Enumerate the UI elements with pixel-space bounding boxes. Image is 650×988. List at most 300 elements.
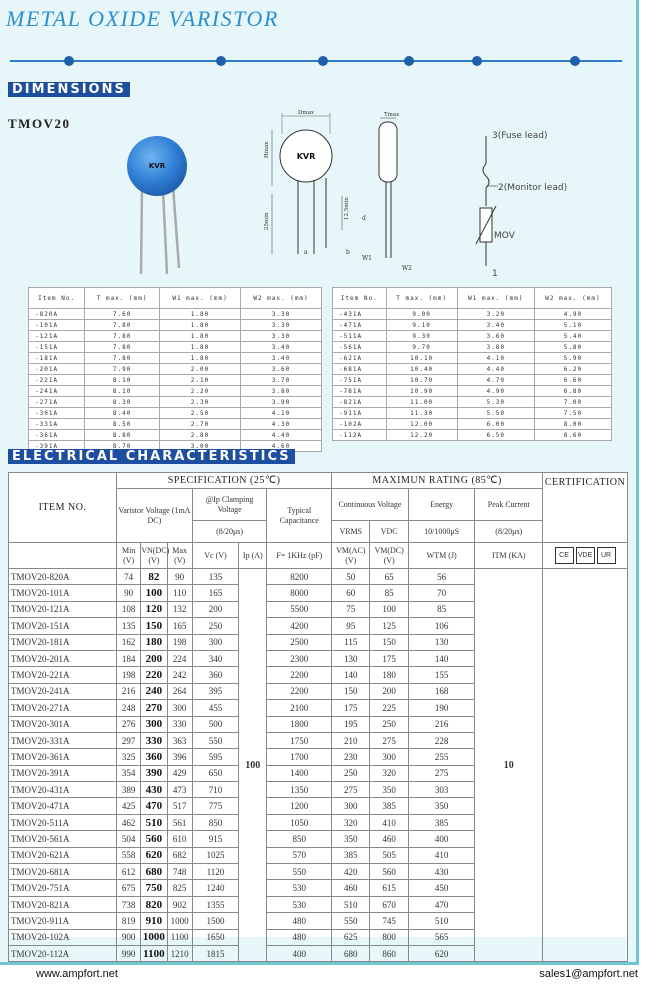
nominal-voltage-cell: 470 [141,798,167,814]
energy-cell: 228 [408,732,475,748]
energy-pulse-header: 10/1000μS [408,521,475,543]
energy-cell: 400 [408,831,475,847]
energy-cell: 216 [408,716,475,732]
rule-dot [318,56,328,66]
maximum-rating-header: MAXIMUN RATING (85℃) [332,473,543,489]
vm-ac-cell: 230 [332,749,370,765]
max-voltage-cell: 1100 [167,929,192,945]
energy-cell: 565 [408,929,475,945]
part-series-label: TMOV20 [8,116,71,131]
nominal-voltage-cell: 560 [141,831,167,847]
dimension-row [333,419,612,430]
item-no-cell: TMOV20-561A [9,831,117,847]
clamp-voltage-cell: 300 [192,634,238,650]
vm-ac-cell: 175 [332,700,370,716]
item-no-cell: -391A [29,441,85,452]
capacitance-cell: 1700 [267,749,332,765]
dimension-row [333,320,612,331]
clamping-pulse-header: (8/20μs) [192,521,267,543]
w1max-cell: 6.00 [457,419,534,430]
vm-dc-cell: 505 [370,847,408,863]
max-voltage-cell: 198 [167,634,192,650]
col-header-w1max: W1 max. (mm) [160,288,241,309]
itm-unit-header: ITM (KA) [475,543,543,569]
item-no-cell: TMOV20-821A [9,896,117,912]
item-no-cell: -820A [29,309,85,320]
w2max-cell: 4.10 [241,408,322,419]
min-voltage-cell: 248 [117,700,141,716]
item-no-cell: TMOV20-391A [9,765,117,781]
nominal-voltage-cell: 910 [141,913,167,929]
w2max-cell: 3.90 [241,397,322,408]
capacitance-cell: 480 [267,929,332,945]
col-header-w2max: W2 max. (mm) [534,288,611,309]
clamp-voltage-cell: 200 [192,601,238,617]
fuse-lead-label: 3(Fuse lead) [492,131,548,141]
tmax-cell: 10.10 [386,353,457,364]
tmax-cell: 7.60 [85,309,160,320]
vm-ac-cell: 150 [332,683,370,699]
continuous-voltage-header: Continuous Voltage [332,489,409,521]
dimension-row [333,353,612,364]
vde-mark-icon: VDE [576,547,595,564]
w1max-cell: 1.80 [160,320,241,331]
max-voltage-cell: 1210 [167,945,192,961]
w2max-cell: 7.50 [534,408,611,419]
dimension-row [29,397,322,408]
w2max-cell: 6.20 [534,364,611,375]
item-no-cell: TMOV20-271A [9,700,117,716]
item-unit-cell [9,543,117,569]
clamp-voltage-cell: 775 [192,798,238,814]
rule-dot [570,56,580,66]
w1max-cell: 2.30 [160,397,241,408]
item-no-cell: -221A [29,375,85,386]
clamp-voltage-cell: 710 [192,782,238,798]
tmax-cell: 11.30 [386,408,457,419]
min-voltage-cell: 504 [117,831,141,847]
max-voltage-cell: 1000 [167,913,192,929]
item-no-cell: -241A [29,386,85,397]
tmax-cell: 10.40 [386,364,457,375]
w1max-cell: 3.80 [457,342,534,353]
item-no-cell: -561A [333,342,387,353]
w1max-cell: 3.20 [457,309,534,320]
max-voltage-cell: 90 [167,569,192,585]
vm-ac-cell: 95 [332,618,370,634]
vm-dc-cell: 350 [370,782,408,798]
clamp-voltage-cell: 500 [192,716,238,732]
clamp-voltage-cell: 135 [192,569,238,585]
item-no-cell: TMOV20-112A [9,945,117,961]
item-no-cell: -361A [29,430,85,441]
varistor-photo [115,128,215,278]
capacitance-cell: 530 [267,896,332,912]
vm-ac-cell: 385 [332,847,370,863]
item-no-cell: -151A [29,342,85,353]
specification-header: SPECIFICATION (25℃) [117,473,332,489]
min-voltage-cell: 216 [117,683,141,699]
dimension-row [29,320,322,331]
vc-unit-header: Vc (V) [192,543,238,569]
w1max-cell: 4.10 [457,353,534,364]
min-voltage-cell: 108 [117,601,141,617]
footer-website: www.ampfort.net [36,968,118,980]
item-no-cell: TMOV20-102A [9,929,117,945]
w1-label: W1 [362,255,372,262]
dimension-row [29,408,322,419]
dimensions-banner: DIMENSIONS [8,82,130,97]
energy-cell: 130 [408,634,475,650]
nominal-voltage-cell: 82 [141,569,167,585]
dimension-row [333,364,612,375]
item-no-cell: TMOV20-301A [9,716,117,732]
clamp-voltage-cell: 1120 [192,864,238,880]
ur-mark-icon: UR [597,547,616,564]
vm-ac-cell: 680 [332,945,370,961]
energy-cell: 620 [408,945,475,961]
tmax-cell: 7.80 [85,320,160,331]
dimension-row [29,309,322,320]
tmax-cell: 8.10 [85,386,160,397]
item-no-cell: TMOV20-121A [9,601,117,617]
clamp-voltage-cell: 1025 [192,847,238,863]
vm-dc-cell: 175 [370,650,408,666]
lead-length-label: 25min [264,212,270,230]
min-voltage-cell: 900 [117,929,141,945]
tmax-cell: 12.00 [386,419,457,430]
vdc-header: VDC [370,521,408,543]
cert-marks-cell [543,543,628,569]
tmax-cell: 8.10 [85,375,160,386]
nominal-voltage-cell: 360 [141,749,167,765]
nominal-voltage-cell: 750 [141,880,167,896]
min-voltage-cell: 325 [117,749,141,765]
tmax-cell: 7.80 [85,331,160,342]
max-voltage-cell: 682 [167,847,192,863]
peak-pulse-header: (8/20μs) [475,521,543,543]
max-voltage-cell: 902 [167,896,192,912]
item-no-cell: TMOV20-361A [9,749,117,765]
w2max-cell: 3.80 [241,386,322,397]
energy-cell: 56 [408,569,475,585]
dimension-row [333,386,612,397]
max-voltage-cell: 825 [167,880,192,896]
footer-email: sales1@ampfort.net [539,968,638,980]
clamp-voltage-cell: 1815 [192,945,238,961]
nominal-voltage-cell: 180 [141,634,167,650]
min-voltage-cell: 354 [117,765,141,781]
max-unit-header: Max (V) [167,543,192,569]
mov-label: MOV [494,231,515,241]
max-voltage-cell: 610 [167,831,192,847]
w2-label: W2 [402,265,412,272]
max-voltage-cell: 132 [167,601,192,617]
nominal-voltage-cell: 1100 [141,945,167,961]
capacitance-cell: 1800 [267,716,332,732]
max-voltage-cell: 224 [167,650,192,666]
nominal-voltage-cell: 220 [141,667,167,683]
vm-dc-cell: 180 [370,667,408,683]
capacitance-cell: 570 [267,847,332,863]
tmax-cell: 8.50 [85,419,160,430]
vm-dc-cell: 460 [370,831,408,847]
w1max-cell: 2.10 [160,375,241,386]
item-no-cell: TMOV20-751A [9,880,117,896]
col-header-tmax: T max. (mm) [386,288,457,309]
min-voltage-cell: 198 [117,667,141,683]
item-no-cell: -121A [29,331,85,342]
vm-ac-cell: 115 [332,634,370,650]
dimension-row [333,331,612,342]
item-no-cell: -201A [29,364,85,375]
clamp-voltage-cell: 395 [192,683,238,699]
tmax-cell: 12.20 [386,430,457,441]
vm-ac-cell: 420 [332,864,370,880]
item-no-cell: -102A [333,419,387,430]
energy-cell: 410 [408,847,475,863]
item-no-cell: TMOV20-471A [9,798,117,814]
nominal-voltage-cell: 430 [141,782,167,798]
item-no-header: ITEM NO. [9,473,117,543]
w2max-cell: 3.40 [241,353,322,364]
nominal-voltage-cell: 270 [141,700,167,716]
cap-unit-header: F= 1KHz (pF) [267,543,332,569]
energy-cell: 303 [408,782,475,798]
w2max-cell: 3.30 [241,309,322,320]
min-voltage-cell: 819 [117,913,141,929]
max-voltage-cell: 748 [167,864,192,880]
tmax-cell: 11.00 [386,397,457,408]
capacitance-cell: 2200 [267,683,332,699]
photo-body-label: KVR [148,162,166,170]
energy-header: Energy [408,489,475,521]
nominal-voltage-cell: 300 [141,716,167,732]
item-no-cell: -301A [29,408,85,419]
nominal-voltage-cell: 680 [141,864,167,880]
clamp-voltage-cell: 250 [192,618,238,634]
vm-ac-cell: 275 [332,782,370,798]
vm-dc-cell: 800 [370,929,408,945]
vm-dc-cell: 670 [370,896,408,912]
w1max-cell: 5.50 [457,408,534,419]
clamp-voltage-cell: 550 [192,732,238,748]
vm-dc-cell: 560 [370,864,408,880]
dimension-row [333,342,612,353]
item-no-cell: -471A [333,320,387,331]
w2max-cell: 3.60 [241,364,322,375]
pin1-label: 1 [492,269,498,279]
max-voltage-cell: 300 [167,700,192,716]
peak-current-value-cell: 10 [475,569,543,962]
tmax-cell: 10.70 [386,375,457,386]
energy-cell: 385 [408,814,475,830]
electrical-banner: ELECTRICAL CHARACTERISTICS [8,449,295,464]
item-no-cell: TMOV20-221A [9,667,117,683]
w2max-cell: 3.30 [241,331,322,342]
certification-cell [543,569,628,962]
w2max-cell: 7.00 [534,397,611,408]
energy-cell: 275 [408,765,475,781]
item-no-cell: -911A [333,408,387,419]
capacitance-cell: 530 [267,880,332,896]
capacitance-cell: 1200 [267,798,332,814]
item-no-cell: -431A [333,309,387,320]
tmax-cell: 7.90 [85,364,160,375]
tmax-cell: 8.70 [85,441,160,452]
min-unit-header: Min (V) [117,543,141,569]
vnom-unit-header: VN(DC) (V) [141,543,167,569]
w2max-cell: 5.40 [534,331,611,342]
min-voltage-cell: 462 [117,814,141,830]
max-voltage-cell: 517 [167,798,192,814]
max-voltage-cell: 396 [167,749,192,765]
vm-ac-cell: 250 [332,765,370,781]
max-voltage-cell: 473 [167,782,192,798]
rule-dot [216,56,226,66]
vm-dc-cell: 745 [370,913,408,929]
capacitance-cell: 480 [267,913,332,929]
item-no-cell: -621A [333,353,387,364]
title-rule [10,60,622,62]
clamp-voltage-cell: 1500 [192,913,238,929]
clamp-voltage-cell: 915 [192,831,238,847]
dimension-row [29,375,322,386]
tmax-cell: 8.30 [85,397,160,408]
w1max-cell: 2.20 [160,386,241,397]
min-voltage-cell: 90 [117,585,141,601]
item-no-cell: -331A [29,419,85,430]
w1max-cell: 1.80 [160,342,241,353]
w1max-cell: 2.50 [160,408,241,419]
dimension-row [29,386,322,397]
capacitance-cell: 8000 [267,585,332,601]
w2max-cell: 4.60 [241,441,322,452]
w2max-cell: 3.70 [241,375,322,386]
clamp-voltage-cell: 1355 [192,896,238,912]
vm-dc-cell: 275 [370,732,408,748]
w1max-cell: 4.40 [457,364,534,375]
lead-wire [163,190,167,274]
item-no-cell: TMOV20-621A [9,847,117,863]
energy-cell: 430 [408,864,475,880]
item-no-cell: -112A [333,430,387,441]
max-voltage-cell: 363 [167,732,192,748]
energy-cell: 190 [408,700,475,716]
dimension-row [29,331,322,342]
vm-dc-cell: 250 [370,716,408,732]
tmax-cell: 10.90 [386,386,457,397]
clamp-voltage-cell: 1650 [192,929,238,945]
clamp-voltage-cell: 360 [192,667,238,683]
tmax-label: Tmax [384,112,400,118]
vm-dc-cell: 150 [370,634,408,650]
max-voltage-cell: 330 [167,716,192,732]
dim-b-label: b [346,249,350,256]
clamping-voltage-header: @Ip Clamping Voltage [192,489,267,521]
vm-ac-cell: 210 [332,732,370,748]
energy-cell: 168 [408,683,475,699]
capacitance-cell: 400 [267,945,332,961]
vm-dc-cell: 300 [370,749,408,765]
energy-cell: 155 [408,667,475,683]
capacitance-cell: 2200 [267,667,332,683]
w1max-cell: 4.70 [457,375,534,386]
rule-dot [472,56,482,66]
capacitance-cell: 8200 [267,569,332,585]
vm-dc-cell: 65 [370,569,408,585]
w2max-cell: 8.00 [534,419,611,430]
w2max-cell: 4.30 [241,419,322,430]
dimension-table-right [332,287,612,441]
ip-unit-header: Ip (A) [239,543,267,569]
min-voltage-cell: 389 [117,782,141,798]
nominal-voltage-cell: 100 [141,585,167,601]
min-voltage-cell: 135 [117,618,141,634]
col-header-item: Item No. [333,288,387,309]
rule-dot [64,56,74,66]
vm-dc-cell: 125 [370,618,408,634]
item-no-cell: TMOV20-201A [9,650,117,666]
capacitance-cell: 1050 [267,814,332,830]
w1max-cell: 3.60 [457,331,534,342]
dimension-row [29,430,322,441]
col-header-w2max: W2 max. (mm) [241,288,322,309]
item-no-cell: TMOV20-911A [9,913,117,929]
nominal-voltage-cell: 240 [141,683,167,699]
vmdc-unit-header: VM(DC) (V) [370,543,408,569]
energy-cell: 106 [408,618,475,634]
electrical-table-wrap [8,472,628,960]
item-no-cell: TMOV20-101A [9,585,117,601]
item-no-cell: TMOV20-681A [9,864,117,880]
dimension-row [333,408,612,419]
clamp-voltage-cell: 650 [192,765,238,781]
vm-ac-cell: 350 [332,831,370,847]
vm-dc-cell: 410 [370,814,408,830]
lead-min-label: 12.5min [344,197,350,220]
dimension-row [333,397,612,408]
w2max-cell: 4.40 [241,430,322,441]
w2max-cell: 5.80 [534,342,611,353]
w1max-cell: 2.00 [160,364,241,375]
capacitance-cell: 1400 [267,765,332,781]
capacitance-header: Typical Capacitance [267,489,332,543]
min-voltage-cell: 990 [117,945,141,961]
w1max-cell: 1.80 [160,353,241,364]
dim-a-label: a [304,249,308,256]
min-voltage-cell: 162 [117,634,141,650]
vm-dc-cell: 85 [370,585,408,601]
drawing-body-label: KVR [296,152,316,161]
vm-ac-cell: 510 [332,896,370,912]
vrms-header: VRMS [332,521,370,543]
item-no-cell: TMOV20-151A [9,618,117,634]
energy-cell: 255 [408,749,475,765]
vm-ac-cell: 140 [332,667,370,683]
item-no-cell: -181A [29,353,85,364]
table-row [9,569,628,585]
item-no-cell: TMOV20-181A [9,634,117,650]
item-no-cell: -271A [29,397,85,408]
col-header-tmax: T max. (mm) [85,288,160,309]
max-voltage-cell: 561 [167,814,192,830]
min-voltage-cell: 276 [117,716,141,732]
vm-dc-cell: 200 [370,683,408,699]
capacitance-cell: 4200 [267,618,332,634]
w1max-cell: 6.50 [457,430,534,441]
w1max-cell: 1.80 [160,331,241,342]
